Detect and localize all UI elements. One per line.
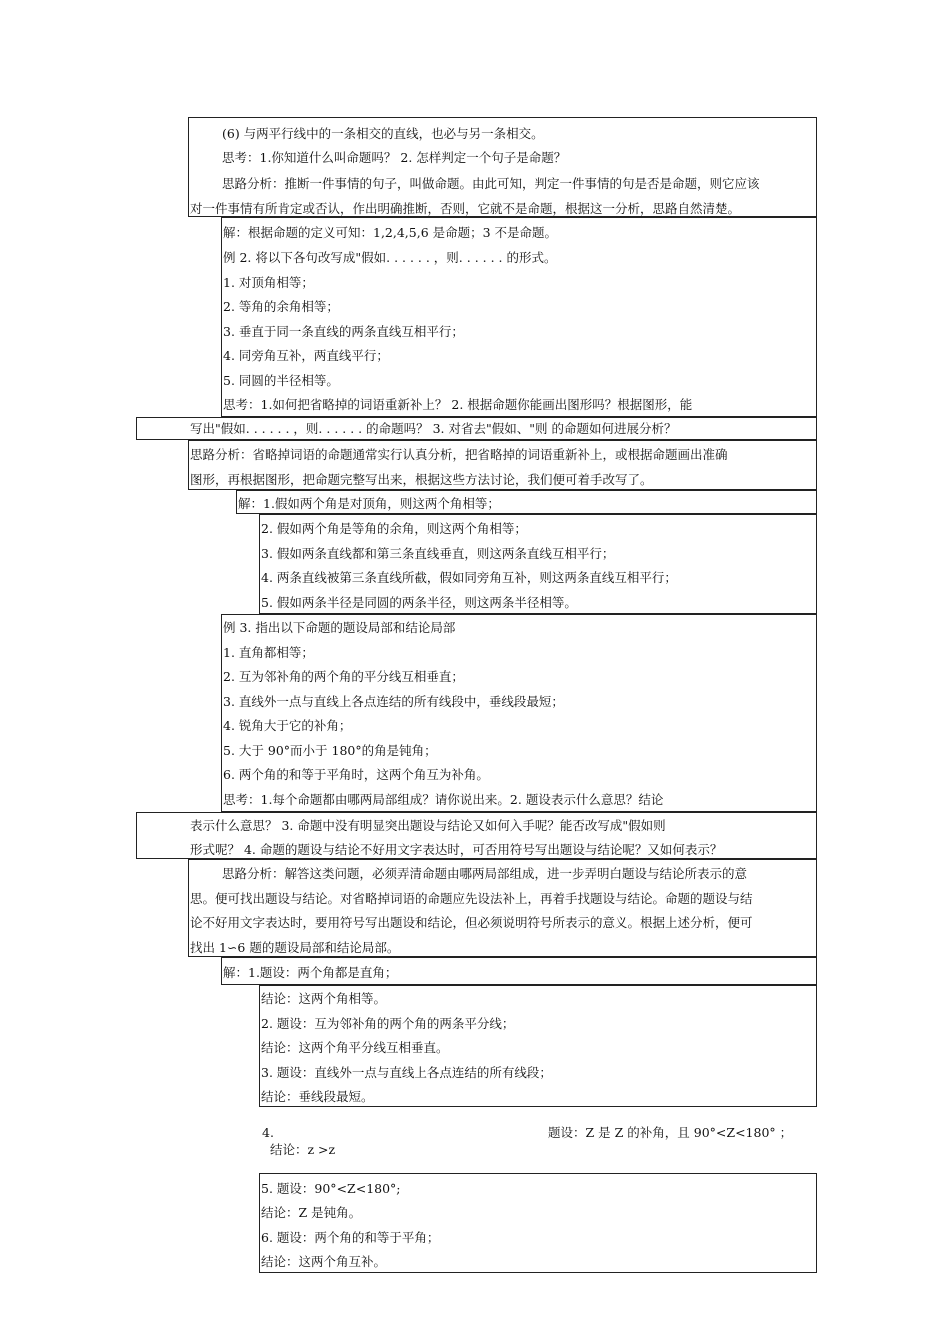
text-line: 3. 直线外一点与直线上各点连结的所有线段中，垂线段最短； xyxy=(223,694,564,709)
text-line: 2. 等角的余角相等； xyxy=(223,299,339,314)
text-line: 4. 两条直线被第三条直线所截，假如同旁角互补，则这两条直线互相平行； xyxy=(261,570,677,585)
text-line: 解：1.题设：两个角都是直角； xyxy=(223,965,398,980)
text-line: 思考：1.每个命题都由哪两局部组成？请你说出来。2. 题设表示什么意思？结论 xyxy=(223,792,664,807)
text-line: 6. 题设：两个角的和等于平角； xyxy=(261,1230,440,1245)
text-line: 形式呢？ 4. 命题的题设与结论不好用文字表达时，可否用符号写出题设与结论呢？又如何表示？ xyxy=(190,842,723,857)
text-line: 3. 垂直于同一条直线的两条直线互相平行； xyxy=(223,324,464,339)
text-line: 4. 同旁角互补，两直线平行； xyxy=(223,348,389,363)
text-line: 2. 假如两个角是等角的余角，则这两个角相等； xyxy=(261,521,527,536)
text-line: 结论：Z 是钝角。 xyxy=(261,1205,362,1220)
text-line: 表示什么意思？ 3. 命题中没有明显突出题设与结论又如何入手呢？能否改写成"假如则 xyxy=(190,818,666,833)
text-line: 5. 题设：90°<Z<180°; xyxy=(261,1181,401,1196)
text-line: 图形，再根据图形，把命题完整写出来，根据这些方法讨论，我们便可着手改写了。 xyxy=(190,472,653,487)
text-line: 解：根据命题的定义可知：1,2,4,5,6 是命题；3 不是命题。 xyxy=(223,225,558,240)
text-line: 5. 假如两条半径是同圆的两条半径，则这两条半径相等。 xyxy=(261,595,577,610)
text-line: 思路分析：推断一件事情的句子，叫做命题。由此可知，判定一件事情的句是否是命题，则它应该 xyxy=(222,176,760,191)
text-line: 1. 直角都相等； xyxy=(223,645,314,660)
text-line: 结论：垂线段最短。 xyxy=(261,1089,374,1104)
text-line: 写出"假如. . . . . . ，则. . . . . . 的命题吗？ 3. 对省去"假如、"则 的命题如何进展分析？ xyxy=(190,421,677,436)
text-line: 找出 1∽6 题的题设局部和结论局部。 xyxy=(190,940,400,955)
text-line: 6. 两个角的和等于平角时，这两个角互为补角。 xyxy=(223,767,489,782)
text-line: 例 3. 指出以下命题的题设局部和结论局部 xyxy=(223,620,456,635)
text-line: 3. 假如两条直线都和第三条直线垂直，则这两条直线互相平行； xyxy=(261,546,615,561)
text-line: 结论：这两个角平分线互相垂直。 xyxy=(261,1040,449,1055)
text-line: 4. 锐角大于它的补角； xyxy=(223,718,352,733)
text-line: 结论：这两个角相等。 xyxy=(261,991,387,1006)
text-line: 3. 题设：直线外一点与直线上各点连结的所有线段； xyxy=(261,1065,552,1080)
text-line: 5. 大于 90°而小于 180°的角是钝角； xyxy=(223,743,437,758)
text-line: 1. 对顶角相等； xyxy=(223,275,314,290)
text-line: 结论：这两个角互补。 xyxy=(261,1254,387,1269)
text-line: 解：1.假如两个角是对顶角，则这两个角相等； xyxy=(238,496,500,511)
text-line: 2. 互为邻补角的两个角的平分线互相垂直； xyxy=(223,669,464,684)
text-line: 论不好用文字表达时，要用符号写出题设和结论，但必须说明符号所表示的意义。根据上述分析，便可 xyxy=(190,915,753,930)
text-line: 思考：1.你知道什么叫命题吗？ 2. 怎样判定一个句子是命题？ xyxy=(222,150,567,165)
text-line: 5. 同圆的半径相等。 xyxy=(223,373,339,388)
text-line: 例 2. 将以下各句改写成"假如. . . . . . ，则. . . . . . 的形式。 xyxy=(223,250,557,265)
item-number: 4. xyxy=(262,1125,274,1140)
conclusion-text: 结论：z >z xyxy=(270,1142,336,1157)
text-line: 思路分析：解答这类问题，必须弄清命题由哪两局部组成，进一步弄明白题设与结论所表示的意 xyxy=(222,866,748,881)
text-line: 思考：1.如何把省略掉的词语重新补上？ 2. 根据命题你能画出图形吗？根据图形，能 xyxy=(223,397,693,412)
text-line: 思。便可找出题设与结论。对省略掉词语的命题应先设法补上，再着手找题设与结论。命题的题设与结 xyxy=(190,891,753,906)
text-line: 对一件事情有所肯定或否认，作出明确推断，否则，它就不是命题，根据这一分析，思路自然清楚。 xyxy=(190,201,741,216)
text-line: (6) 与两平行线中的一条相交的直线，也必与另一条相交。 xyxy=(222,126,544,141)
text-line: 2. 题设：互为邻补角的两个角的两条平分线； xyxy=(261,1016,515,1031)
text-line: 思路分析：省略掉词语的命题通常实行认真分析，把省略掉的词语重新补上，或根据命题画出准确 xyxy=(190,447,728,462)
premise-text: 题设：Z 是 Z 的补角，且 90°<Z<180° ； xyxy=(548,1125,793,1140)
